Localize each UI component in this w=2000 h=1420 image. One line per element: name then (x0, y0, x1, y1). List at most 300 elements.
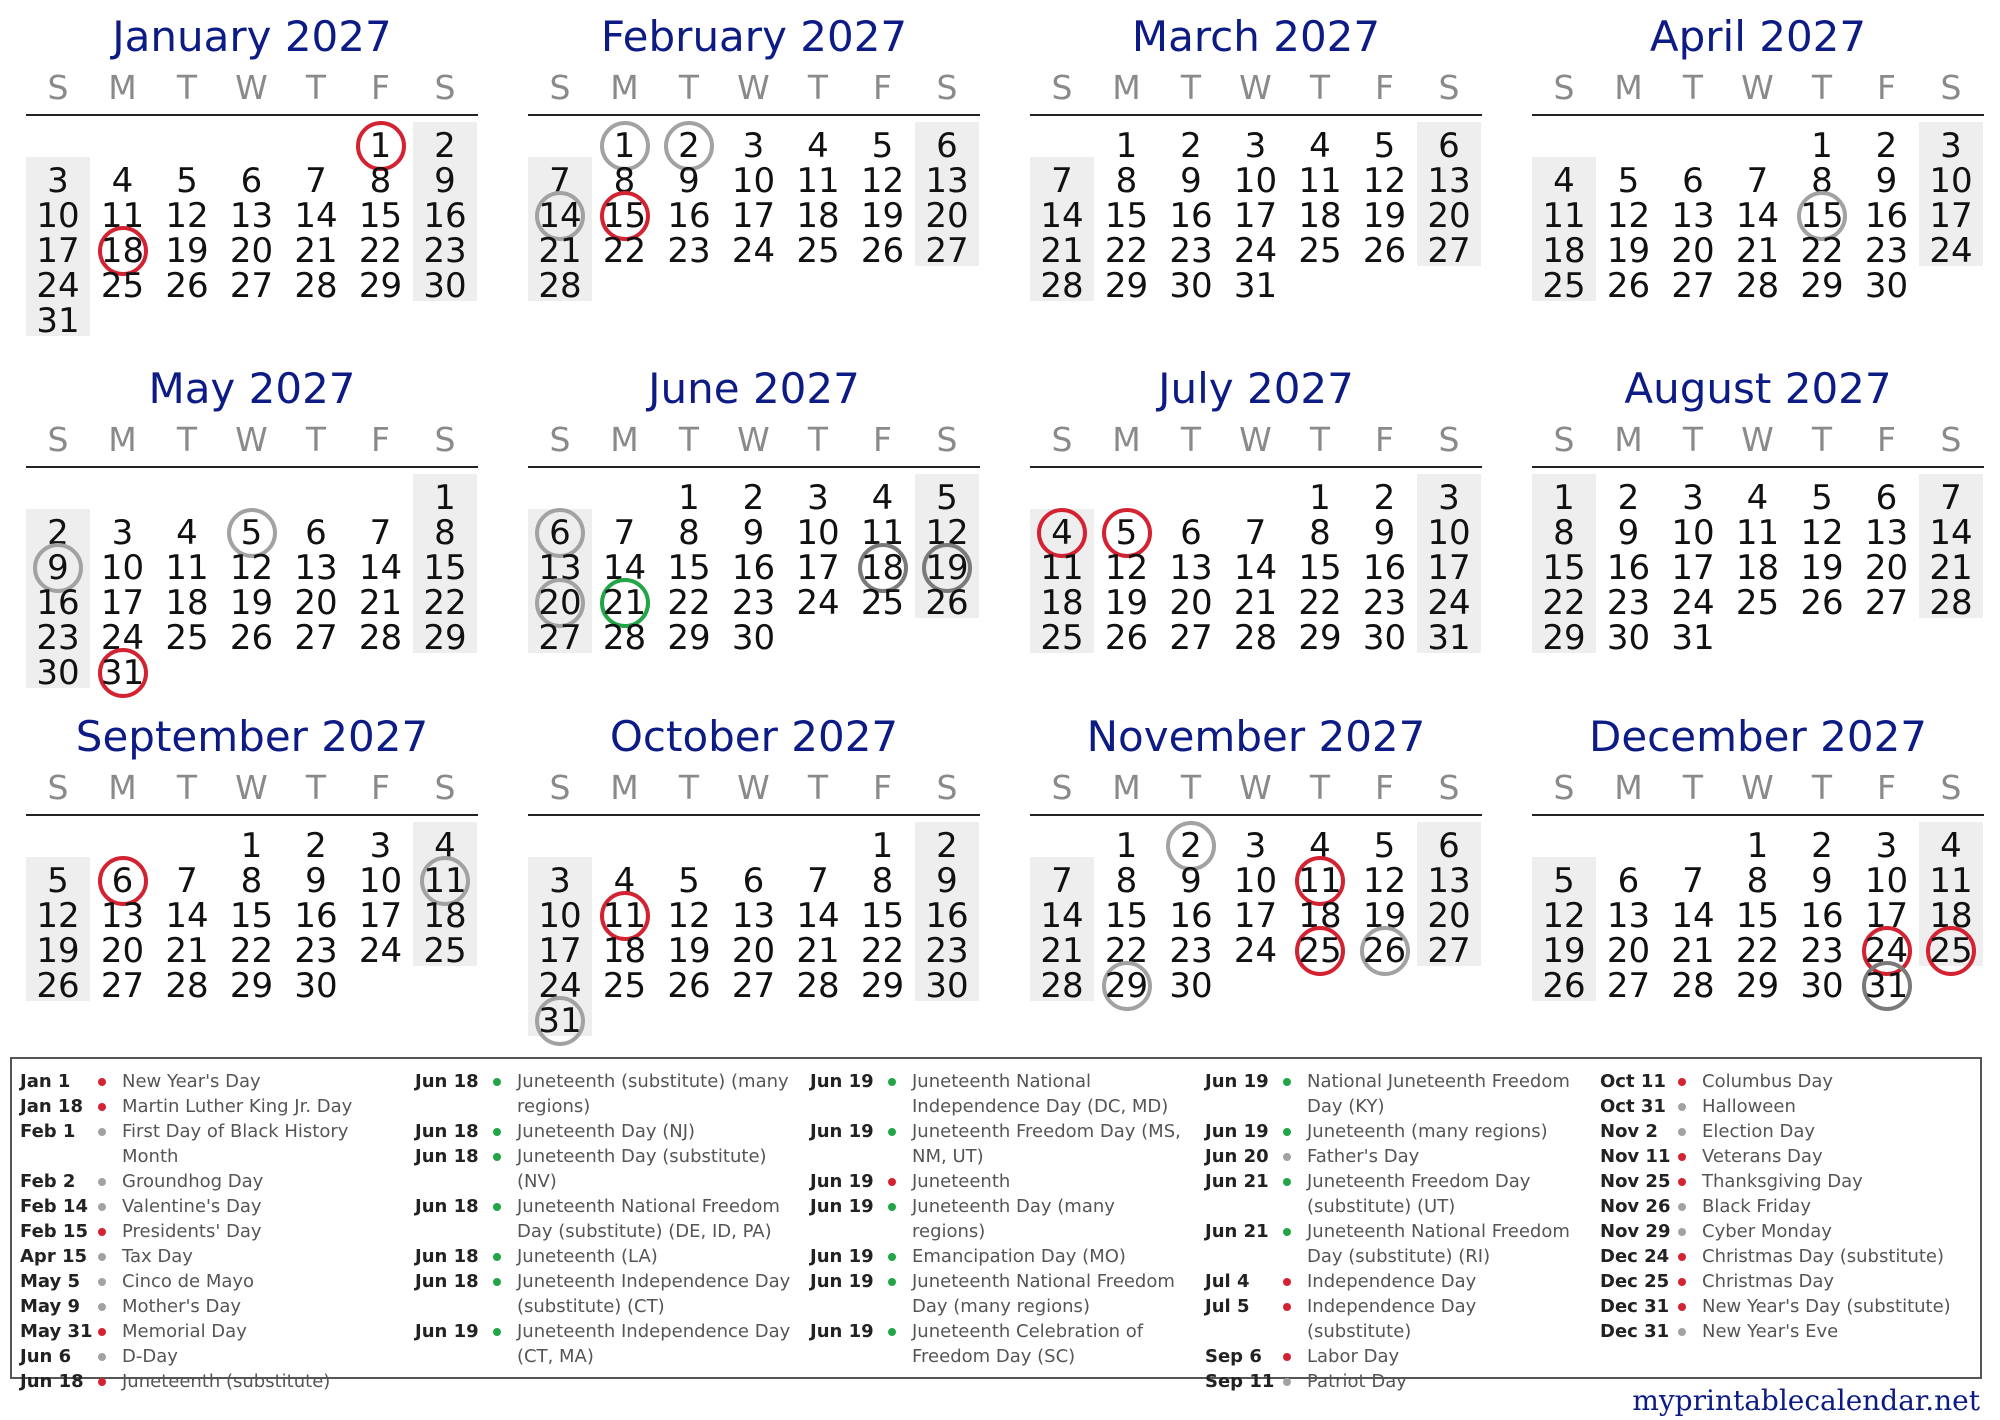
day-cell[interactable]: 7 (1682, 861, 1704, 901)
day-cell[interactable]: 23 (423, 231, 467, 271)
day-cell[interactable]: 4 (807, 126, 829, 166)
day-cell[interactable]: 6 (1180, 513, 1202, 553)
day-cell[interactable]: 1 (1746, 826, 1769, 866)
day-cell[interactable]: 11 (1735, 513, 1780, 553)
day-cell[interactable]: 14 (358, 548, 403, 588)
day-cell[interactable]: 14 (1040, 196, 1084, 236)
day-cell[interactable]: 23 (925, 931, 969, 971)
day-cell[interactable]: 24 (1929, 231, 1973, 271)
day-cell[interactable]: 29 (1104, 266, 1149, 306)
day-cell[interactable]: 21 (1929, 548, 1973, 588)
day-cell[interactable]: 21 (165, 931, 209, 971)
day-cell[interactable]: 13 (229, 196, 274, 236)
day-cell[interactable]: 16 (423, 196, 467, 236)
day-cell[interactable]: 4 (1309, 126, 1331, 166)
day-cell[interactable]: 19 (1104, 583, 1149, 623)
day-cell[interactable]: 21 (294, 231, 338, 271)
day-cell[interactable]: 13 (294, 548, 338, 588)
day-cell[interactable]: 15 (1298, 548, 1342, 588)
day-cell[interactable]: 21 (1735, 231, 1780, 271)
day-cell[interactable]: 7 (305, 161, 327, 201)
day-cell[interactable]: 9 (1811, 861, 1833, 901)
day-cell[interactable]: 8 (434, 513, 456, 553)
day-cell[interactable]: 26 (1362, 931, 1407, 971)
day-cell[interactable]: 31 (100, 653, 145, 693)
day-cell[interactable]: 23 (731, 583, 776, 623)
day-cell[interactable]: 27 (294, 618, 338, 658)
day-cell[interactable]: 8 (1811, 161, 1833, 201)
day-cell[interactable]: 18 (165, 583, 209, 623)
day-cell[interactable]: 5 (1617, 161, 1640, 201)
day-cell[interactable]: 8 (678, 513, 700, 553)
day-cell[interactable]: 25 (1298, 931, 1342, 971)
day-cell[interactable]: 2 (1180, 126, 1202, 166)
day-cell[interactable]: 25 (1298, 231, 1342, 271)
day-cell[interactable]: 10 (36, 196, 80, 236)
day-cell[interactable]: 26 (229, 618, 274, 658)
day-cell[interactable]: 31 (538, 1001, 582, 1041)
day-cell[interactable]: 5 (176, 161, 198, 201)
day-cell[interactable]: 4 (1309, 826, 1331, 866)
day-cell[interactable]: 24 (1864, 931, 1909, 971)
day-cell[interactable]: 20 (1864, 548, 1909, 588)
day-cell[interactable]: 26 (860, 231, 905, 271)
day-cell[interactable]: 20 (731, 931, 776, 971)
day-cell[interactable]: 18 (100, 231, 145, 271)
day-cell[interactable]: 14 (1040, 896, 1084, 936)
day-cell[interactable]: 11 (165, 548, 209, 588)
day-cell[interactable]: 21 (1040, 231, 1084, 271)
day-cell[interactable]: 30 (1800, 966, 1844, 1006)
day-cell[interactable]: 6 (1682, 161, 1704, 201)
day-cell[interactable]: 28 (1040, 966, 1084, 1006)
day-cell[interactable]: 14 (602, 548, 647, 588)
day-cell[interactable]: 15 (1104, 196, 1149, 236)
day-cell[interactable]: 23 (1362, 583, 1407, 623)
day-cell[interactable]: 27 (229, 266, 274, 306)
day-cell[interactable]: 29 (229, 966, 274, 1006)
day-cell[interactable]: 27 (1169, 618, 1213, 658)
day-cell[interactable]: 31 (1233, 266, 1278, 306)
day-cell[interactable]: 23 (667, 231, 711, 271)
day-cell[interactable]: 30 (925, 966, 969, 1006)
day-cell[interactable]: 21 (796, 931, 840, 971)
day-cell[interactable]: 20 (1427, 196, 1471, 236)
day-cell[interactable]: 17 (36, 231, 80, 271)
day-cell[interactable]: 17 (1929, 196, 1973, 236)
day-cell[interactable]: 5 (47, 861, 69, 901)
day-cell[interactable]: 20 (100, 931, 145, 971)
day-cell[interactable]: 5 (871, 126, 894, 166)
day-cell[interactable]: 20 (538, 583, 582, 623)
day-cell[interactable]: 15 (358, 196, 403, 236)
day-cell[interactable]: 28 (358, 618, 403, 658)
day-cell[interactable]: 16 (36, 583, 80, 623)
day-cell[interactable]: 10 (796, 513, 840, 553)
day-cell[interactable]: 28 (165, 966, 209, 1006)
day-cell[interactable]: 21 (1040, 931, 1084, 971)
day-cell[interactable]: 27 (925, 231, 969, 271)
day-cell[interactable]: 8 (1309, 513, 1331, 553)
day-cell[interactable]: 9 (1875, 161, 1898, 201)
day-cell[interactable]: 3 (1244, 826, 1267, 866)
day-cell[interactable]: 20 (1671, 231, 1715, 271)
day-cell[interactable]: 24 (36, 266, 80, 306)
day-cell[interactable]: 27 (731, 966, 776, 1006)
day-cell[interactable]: 5 (1811, 478, 1833, 518)
day-cell[interactable]: 13 (1169, 548, 1213, 588)
day-cell[interactable]: 1 (1553, 478, 1575, 518)
day-cell[interactable]: 22 (667, 583, 711, 623)
day-cell[interactable]: 3 (1940, 126, 1962, 166)
day-cell[interactable]: 8 (1553, 513, 1575, 553)
day-cell[interactable]: 27 (1427, 931, 1471, 971)
day-cell[interactable]: 9 (936, 861, 958, 901)
day-cell[interactable]: 28 (1929, 583, 1973, 623)
day-cell[interactable]: 24 (538, 966, 582, 1006)
day-cell[interactable]: 1 (678, 478, 700, 518)
day-cell[interactable]: 19 (1362, 896, 1407, 936)
day-cell[interactable]: 13 (100, 896, 145, 936)
day-cell[interactable]: 11 (860, 513, 905, 553)
day-cell[interactable]: 9 (1617, 513, 1640, 553)
day-cell[interactable]: 29 (1800, 266, 1844, 306)
day-cell[interactable]: 14 (796, 896, 840, 936)
day-cell[interactable]: 24 (358, 931, 403, 971)
day-cell[interactable]: 6 (1438, 826, 1460, 866)
day-cell[interactable]: 14 (1929, 513, 1973, 553)
day-cell[interactable]: 5 (1115, 513, 1138, 553)
day-cell[interactable]: 10 (1671, 513, 1715, 553)
day-cell[interactable]: 4 (613, 861, 636, 901)
day-cell[interactable]: 15 (667, 548, 711, 588)
day-cell[interactable]: 21 (1671, 931, 1715, 971)
day-cell[interactable]: 20 (925, 196, 969, 236)
day-cell[interactable]: 8 (871, 861, 894, 901)
day-cell[interactable]: 15 (229, 896, 274, 936)
day-cell[interactable]: 28 (1735, 266, 1780, 306)
day-cell[interactable]: 7 (1244, 513, 1267, 553)
day-cell[interactable]: 19 (165, 231, 209, 271)
day-cell[interactable]: 16 (1606, 548, 1651, 588)
day-cell[interactable]: 7 (1940, 478, 1962, 518)
day-cell[interactable]: 11 (100, 196, 145, 236)
day-cell[interactable]: 7 (176, 861, 198, 901)
day-cell[interactable]: 2 (1617, 478, 1640, 518)
day-cell[interactable]: 14 (1671, 896, 1715, 936)
day-cell[interactable]: 22 (1104, 231, 1149, 271)
day-cell[interactable]: 25 (100, 266, 145, 306)
day-cell[interactable]: 29 (1542, 618, 1586, 658)
day-cell[interactable]: 20 (1606, 931, 1651, 971)
day-cell[interactable]: 27 (1427, 231, 1471, 271)
day-cell[interactable]: 21 (602, 583, 647, 623)
day-cell[interactable]: 30 (1606, 618, 1651, 658)
day-cell[interactable]: 28 (1233, 618, 1278, 658)
day-cell[interactable]: 18 (602, 931, 647, 971)
day-cell[interactable]: 18 (1040, 583, 1084, 623)
day-cell[interactable]: 27 (538, 618, 582, 658)
site-url[interactable]: myprintablecalendar.net (1632, 1384, 1980, 1417)
day-cell[interactable]: 3 (1438, 478, 1460, 518)
day-cell[interactable]: 12 (1362, 861, 1407, 901)
day-cell[interactable]: 11 (1542, 196, 1586, 236)
day-cell[interactable]: 16 (731, 548, 776, 588)
day-cell[interactable]: 12 (860, 161, 905, 201)
day-cell[interactable]: 15 (423, 548, 467, 588)
day-cell[interactable]: 5 (1373, 826, 1396, 866)
day-cell[interactable]: 4 (1051, 513, 1073, 553)
day-cell[interactable]: 6 (1875, 478, 1898, 518)
day-cell[interactable]: 17 (1233, 196, 1278, 236)
day-cell[interactable]: 27 (1671, 266, 1715, 306)
day-cell[interactable]: 2 (1180, 826, 1202, 866)
day-cell[interactable]: 4 (1553, 161, 1575, 201)
day-cell[interactable]: 24 (1427, 583, 1471, 623)
day-cell[interactable]: 12 (1362, 161, 1407, 201)
day-cell[interactable]: 17 (100, 583, 145, 623)
day-cell[interactable]: 2 (1373, 478, 1396, 518)
day-cell[interactable]: 16 (1864, 196, 1909, 236)
day-cell[interactable]: 23 (294, 931, 338, 971)
day-cell[interactable]: 3 (807, 478, 829, 518)
day-cell[interactable]: 10 (538, 896, 582, 936)
day-cell[interactable]: 30 (1169, 966, 1213, 1006)
day-cell[interactable]: 5 (936, 478, 958, 518)
day-cell[interactable]: 25 (796, 231, 840, 271)
day-cell[interactable]: 6 (936, 126, 958, 166)
day-cell[interactable]: 19 (1362, 196, 1407, 236)
day-cell[interactable]: 13 (1864, 513, 1909, 553)
day-cell[interactable]: 26 (1362, 231, 1407, 271)
day-cell[interactable]: 15 (1735, 896, 1780, 936)
day-cell[interactable]: 14 (538, 196, 582, 236)
day-cell[interactable]: 15 (602, 196, 647, 236)
day-cell[interactable]: 29 (667, 618, 711, 658)
day-cell[interactable]: 25 (1040, 618, 1084, 658)
day-cell[interactable]: 5 (1373, 126, 1396, 166)
day-cell[interactable]: 3 (1244, 126, 1267, 166)
day-cell[interactable]: 7 (1051, 861, 1073, 901)
day-cell[interactable]: 24 (100, 618, 145, 658)
day-cell[interactable]: 26 (925, 583, 969, 623)
day-cell[interactable]: 1 (1115, 826, 1138, 866)
day-cell[interactable]: 23 (1169, 231, 1213, 271)
day-cell[interactable]: 17 (1671, 548, 1715, 588)
day-cell[interactable]: 1 (369, 126, 392, 166)
day-cell[interactable]: 4 (111, 161, 134, 201)
day-cell[interactable]: 30 (731, 618, 776, 658)
day-cell[interactable]: 22 (1800, 231, 1844, 271)
day-cell[interactable]: 25 (423, 931, 467, 971)
day-cell[interactable]: 7 (549, 161, 571, 201)
day-cell[interactable]: 22 (602, 231, 647, 271)
day-cell[interactable]: 28 (1671, 966, 1715, 1006)
day-cell[interactable]: 28 (1040, 266, 1084, 306)
day-cell[interactable]: 23 (1864, 231, 1909, 271)
day-cell[interactable]: 26 (1542, 966, 1586, 1006)
day-cell[interactable]: 10 (1864, 861, 1909, 901)
day-cell[interactable]: 20 (229, 231, 274, 271)
day-cell[interactable]: 22 (423, 583, 467, 623)
day-cell[interactable]: 11 (423, 861, 467, 901)
day-cell[interactable]: 11 (1298, 861, 1342, 901)
day-cell[interactable]: 18 (423, 896, 467, 936)
day-cell[interactable]: 19 (667, 931, 711, 971)
day-cell[interactable]: 4 (1746, 478, 1769, 518)
day-cell[interactable]: 18 (796, 196, 840, 236)
day-cell[interactable]: 22 (358, 231, 403, 271)
day-cell[interactable]: 30 (294, 966, 338, 1006)
day-cell[interactable]: 24 (1233, 231, 1278, 271)
day-cell[interactable]: 12 (667, 896, 711, 936)
day-cell[interactable]: 17 (796, 548, 840, 588)
day-cell[interactable]: 12 (1800, 513, 1844, 553)
day-cell[interactable]: 2 (305, 826, 327, 866)
day-cell[interactable]: 14 (1735, 196, 1780, 236)
day-cell[interactable]: 11 (602, 896, 647, 936)
day-cell[interactable]: 5 (1553, 861, 1575, 901)
day-cell[interactable]: 21 (538, 231, 582, 271)
day-cell[interactable]: 29 (358, 266, 403, 306)
day-cell[interactable]: 29 (1298, 618, 1342, 658)
day-cell[interactable]: 29 (1104, 966, 1149, 1006)
day-cell[interactable]: 18 (1298, 896, 1342, 936)
day-cell[interactable]: 13 (925, 161, 969, 201)
day-cell[interactable]: 2 (678, 126, 700, 166)
day-cell[interactable]: 10 (1233, 161, 1278, 201)
day-cell[interactable]: 16 (1169, 196, 1213, 236)
day-cell[interactable]: 6 (742, 861, 765, 901)
day-cell[interactable]: 9 (678, 161, 700, 201)
day-cell[interactable]: 12 (1606, 196, 1651, 236)
day-cell[interactable]: 9 (1373, 513, 1396, 553)
day-cell[interactable]: 9 (434, 161, 456, 201)
day-cell[interactable]: 22 (1104, 931, 1149, 971)
day-cell[interactable]: 1 (1811, 126, 1833, 166)
day-cell[interactable]: 30 (1864, 266, 1909, 306)
day-cell[interactable]: 11 (1040, 548, 1084, 588)
day-cell[interactable]: 25 (1735, 583, 1780, 623)
day-cell[interactable]: 13 (1427, 161, 1471, 201)
day-cell[interactable]: 31 (1427, 618, 1471, 658)
day-cell[interactable]: 21 (358, 583, 403, 623)
day-cell[interactable]: 11 (1929, 861, 1973, 901)
day-cell[interactable]: 24 (796, 583, 840, 623)
day-cell[interactable]: 26 (165, 266, 209, 306)
day-cell[interactable]: 9 (47, 548, 69, 588)
day-cell[interactable]: 16 (1169, 896, 1213, 936)
day-cell[interactable]: 2 (936, 826, 958, 866)
day-cell[interactable]: 17 (538, 931, 582, 971)
day-cell[interactable]: 16 (1800, 896, 1844, 936)
day-cell[interactable]: 28 (602, 618, 647, 658)
day-cell[interactable]: 17 (1233, 896, 1278, 936)
day-cell[interactable]: 8 (1115, 161, 1138, 201)
day-cell[interactable]: 27 (1606, 966, 1651, 1006)
day-cell[interactable]: 17 (731, 196, 776, 236)
day-cell[interactable]: 2 (1875, 126, 1898, 166)
day-cell[interactable]: 2 (47, 513, 69, 553)
day-cell[interactable]: 30 (423, 266, 467, 306)
day-cell[interactable]: 12 (1542, 896, 1586, 936)
day-cell[interactable]: 31 (36, 301, 80, 341)
day-cell[interactable]: 16 (925, 896, 969, 936)
day-cell[interactable]: 29 (860, 966, 905, 1006)
day-cell[interactable]: 25 (165, 618, 209, 658)
day-cell[interactable]: 3 (549, 861, 571, 901)
day-cell[interactable]: 24 (1233, 931, 1278, 971)
day-cell[interactable]: 4 (871, 478, 894, 518)
day-cell[interactable]: 10 (358, 861, 403, 901)
day-cell[interactable]: 18 (1735, 548, 1780, 588)
day-cell[interactable]: 8 (613, 161, 636, 201)
day-cell[interactable]: 22 (1735, 931, 1780, 971)
day-cell[interactable]: 21 (1233, 583, 1278, 623)
day-cell[interactable]: 7 (1746, 161, 1769, 201)
day-cell[interactable]: 14 (165, 896, 209, 936)
day-cell[interactable]: 17 (1427, 548, 1471, 588)
day-cell[interactable]: 26 (1104, 618, 1149, 658)
day-cell[interactable]: 5 (240, 513, 263, 553)
day-cell[interactable]: 15 (1542, 548, 1586, 588)
day-cell[interactable]: 6 (549, 513, 571, 553)
day-cell[interactable]: 1 (1309, 478, 1331, 518)
day-cell[interactable]: 19 (36, 931, 80, 971)
day-cell[interactable]: 9 (1180, 861, 1202, 901)
day-cell[interactable]: 27 (1864, 583, 1909, 623)
day-cell[interactable]: 5 (678, 861, 700, 901)
day-cell[interactable]: 22 (1542, 583, 1586, 623)
day-cell[interactable]: 1 (240, 826, 263, 866)
day-cell[interactable]: 3 (742, 126, 765, 166)
day-cell[interactable]: 18 (1298, 196, 1342, 236)
day-cell[interactable]: 17 (358, 896, 403, 936)
day-cell[interactable]: 22 (860, 931, 905, 971)
day-cell[interactable]: 2 (434, 126, 456, 166)
day-cell[interactable]: 6 (1617, 861, 1640, 901)
day-cell[interactable]: 30 (1362, 618, 1407, 658)
day-cell[interactable]: 1 (434, 478, 456, 518)
day-cell[interactable]: 26 (36, 966, 80, 1006)
day-cell[interactable]: 31 (1864, 966, 1909, 1006)
day-cell[interactable]: 20 (1169, 583, 1213, 623)
day-cell[interactable]: 15 (1800, 196, 1844, 236)
day-cell[interactable]: 4 (434, 826, 456, 866)
day-cell[interactable]: 6 (111, 861, 134, 901)
day-cell[interactable]: 7 (807, 861, 829, 901)
day-cell[interactable]: 14 (1233, 548, 1278, 588)
day-cell[interactable]: 15 (860, 896, 905, 936)
day-cell[interactable]: 1 (613, 126, 636, 166)
day-cell[interactable]: 12 (1104, 548, 1149, 588)
day-cell[interactable]: 26 (667, 966, 711, 1006)
day-cell[interactable]: 22 (1298, 583, 1342, 623)
day-cell[interactable]: 13 (1606, 896, 1651, 936)
day-cell[interactable]: 19 (229, 583, 274, 623)
day-cell[interactable]: 19 (1542, 931, 1586, 971)
day-cell[interactable]: 23 (1169, 931, 1213, 971)
day-cell[interactable]: 17 (1864, 896, 1909, 936)
day-cell[interactable]: 18 (860, 548, 905, 588)
day-cell[interactable]: 10 (100, 548, 145, 588)
day-cell[interactable]: 13 (1671, 196, 1715, 236)
day-cell[interactable]: 14 (294, 196, 338, 236)
day-cell[interactable]: 13 (1427, 861, 1471, 901)
day-cell[interactable]: 6 (1438, 126, 1460, 166)
day-cell[interactable]: 22 (229, 931, 274, 971)
day-cell[interactable]: 23 (1800, 931, 1844, 971)
